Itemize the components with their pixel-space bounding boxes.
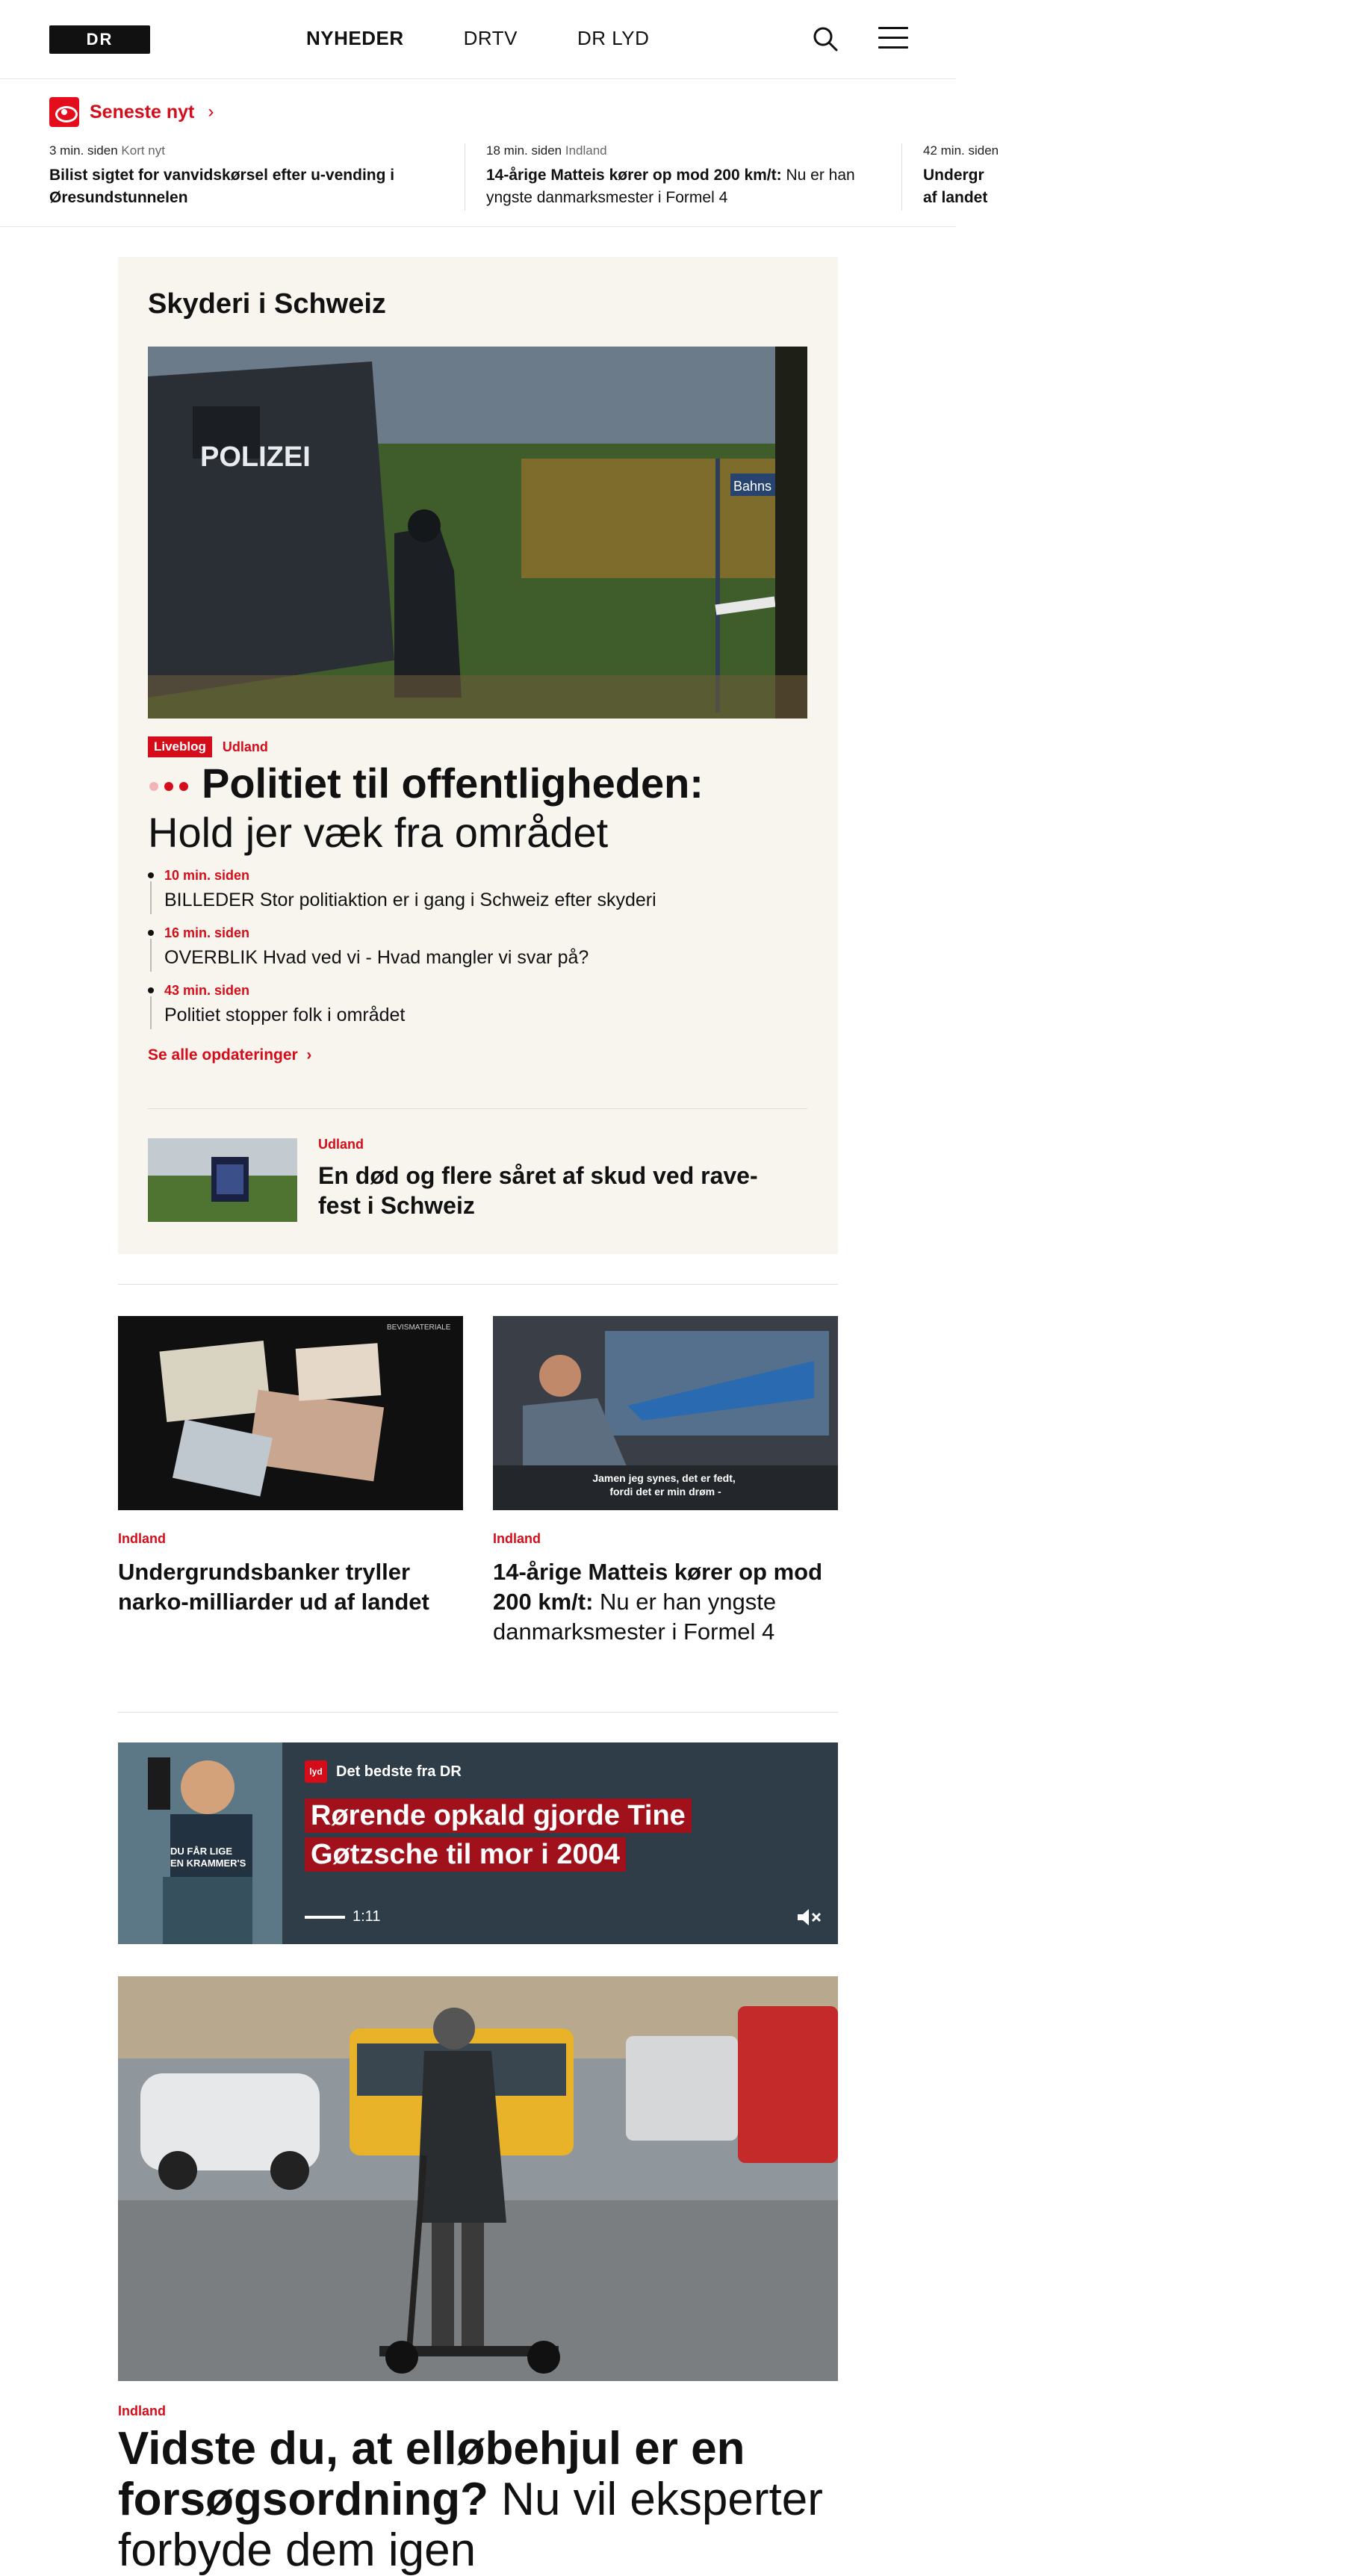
ticker-time: 3 min. siden [49,143,118,158]
ticker-headline-rest: af landet [923,189,988,206]
article-card[interactable] [493,1316,838,1647]
video-title[interactable] [305,1796,813,1874]
ticker-headline-rest: Nu er han yngste danmarksmester i Formel 4 [486,167,855,206]
image-label: BEVISMATERIALE [387,1323,451,1332]
update-time: 10 min. siden [164,868,250,883]
video-brand [305,1760,462,1783]
nav-nyheder[interactable]: NYHEDER [306,27,404,49]
card-image[interactable] [118,1316,463,1510]
card-title-bold: Undergrundsbanker tryller narko-milliarder ud af landet [118,1559,429,1615]
update-item[interactable] [148,925,790,969]
big-article-category: Indland [118,2403,166,2418]
card-category: Indland [493,1531,541,1546]
live-dots-icon [148,779,197,794]
feature-headline-rest: Hold jer væk fra området [148,809,609,856]
feature-image[interactable] [148,347,807,719]
dr-logo[interactable] [49,25,150,54]
related-title[interactable]: En død og flere såret af skud ved rave-fest i Schweiz [318,1162,758,1219]
chevron-right-icon: › [302,1046,312,1064]
card-title[interactable] [493,1557,838,1647]
feature-headline-bold: Politiet til offentligheden: [202,760,704,807]
main-nav [306,27,649,50]
video-duration: 1:11 [353,1908,381,1925]
video-title-text: Rørende opkald gjorde Tine Gøtzsche til mor i 2004 [305,1798,692,1872]
divider [118,1712,838,1713]
card-title[interactable] [118,1557,463,1617]
update-time: 43 min. siden [164,983,250,998]
big-article-title-rest: Nu vil eksperter forbyde dem igen [118,2474,823,2576]
ticker-item[interactable] [923,143,1339,211]
mute-icon[interactable] [796,1907,823,1928]
street-sign-text: Bahns [733,479,772,494]
video-thumbnail [118,1742,282,1944]
big-article-title-bold: Vidste du, at elløbehjul er en forsøgsordning? [118,2423,745,2525]
related-category: Udland [318,1137,364,1152]
video-progress-bar[interactable] [305,1916,345,1919]
update-item[interactable] [148,868,790,912]
chevron-right-icon: › [208,102,214,122]
ticker-headline: 14-årige Matteis kører op mod 200 km/t: [486,167,782,184]
update-time: 16 min. siden [164,925,250,940]
ticker-headline: Bilist sigtet for vanvidskørsel efter u-vending i Øresundstunnelen [49,167,395,206]
feature-block [118,257,838,1254]
polizei-text: POLIZEI [200,441,311,473]
ticker-item[interactable] [486,143,902,211]
ticker-time: 42 min. siden [923,143,999,158]
feature-category: Udland [222,739,268,754]
ticker-title: Seneste nyt [90,101,195,122]
ticker-headline: Undergr [923,167,984,184]
ticker-items [49,143,1360,211]
ticker-category: Kort nyt [121,143,165,158]
divider [148,1108,807,1109]
big-article-image[interactable] [118,1976,838,2381]
search-icon[interactable] [811,25,839,53]
update-item[interactable] [148,983,790,1027]
nav-dr-lyd[interactable]: DR LYD [577,27,650,49]
liveblog-badge: Liveblog [148,736,212,757]
see-all-updates-link[interactable] [148,1046,311,1064]
hamburger-menu-icon[interactable] [878,27,908,51]
latest-news-ticker [0,79,999,227]
update-text: Politiet stopper folk i området [164,1005,406,1025]
thumb-text: DU FÅR LIGE EN KRAMMER'S [170,1846,246,1869]
feature-headline[interactable] [148,759,805,857]
card-image[interactable] [493,1316,838,1510]
article-card[interactable] [118,1316,463,1617]
card-category: Indland [118,1531,166,1546]
image-caption: Jamen jeg synes, det er fedt, fordi det er min drøm - [592,1472,736,1498]
top-navigation [0,0,956,79]
eye-icon [49,97,79,127]
video-promo[interactable] [118,1742,838,1944]
feature-title[interactable]: Skyderi i Schweiz [148,288,386,320]
ticker-header[interactable] [49,97,214,127]
divider [118,1284,838,1285]
feature-badges [148,736,268,757]
card-title-rest: Nu er han yngste danmarksmester i Formel 4 [493,1589,777,1645]
big-article-title[interactable] [118,2424,838,2576]
update-text: BILLEDER Stor politiaktion er i gang i Schweiz efter skyderi [164,890,656,910]
card-title-bold: 14-årige Matteis kører op mod 200 km/t: [493,1559,823,1615]
ticker-category: Indland [565,143,607,158]
related-image[interactable] [148,1138,297,1222]
dr-lyd-icon: lyd [305,1760,327,1783]
logo-text: DR [86,30,114,49]
ticker-item[interactable] [49,143,465,211]
update-text: OVERBLIK Hvad ved vi - Hvad mangler vi svar på? [164,947,589,968]
liveblog-updates [148,868,790,1040]
ticker-time: 18 min. siden [486,143,562,158]
nav-drtv[interactable]: DRTV [463,27,518,49]
see-all-label: Se alle opdateringer [148,1046,298,1064]
video-brand-text: Det bedste fra DR [336,1763,462,1780]
